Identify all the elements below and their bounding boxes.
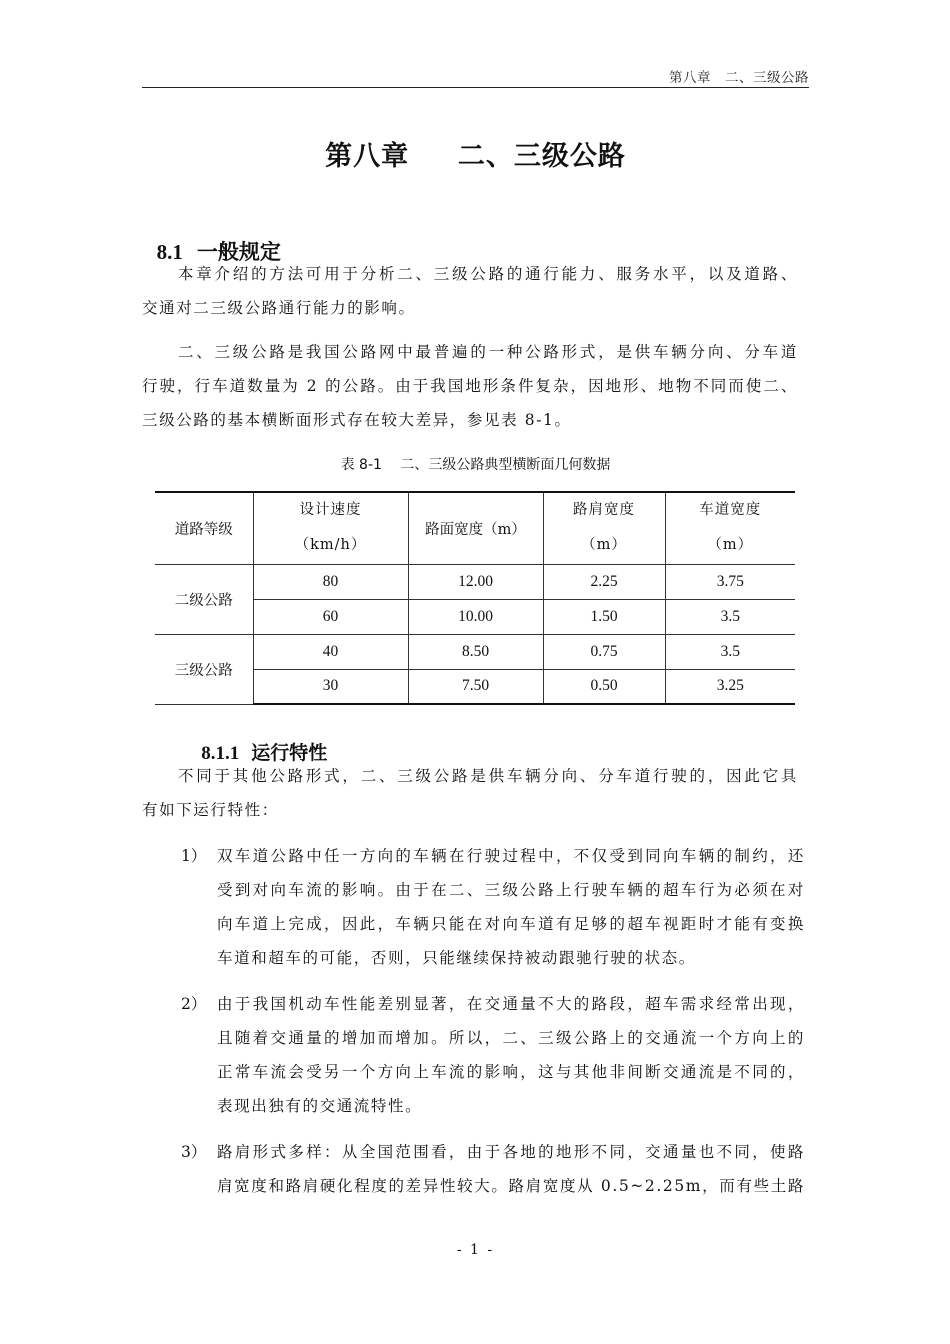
header-speed-unit: （km/h）: [294, 537, 367, 554]
shoulder-cell: 2.25: [543, 564, 665, 599]
list-item-line: 车道和超车的可能，否则，只能继续保持被动跟驰行驶的状态。: [217, 949, 696, 967]
table-header-row: [155, 492, 795, 564]
list-item-line: 双车道公路中任一方向的车辆在行驶过程中，不仅受到同向车辆的制约，还: [217, 847, 805, 865]
list-item-line: 表现出独有的交通流特性。: [217, 1097, 423, 1115]
shoulder-cell: 0.75: [543, 634, 665, 669]
paragraph-line: 有如下运行特性：: [142, 801, 279, 819]
surface-cell: 12.00: [408, 564, 543, 599]
subsection-number: 8.1.1: [201, 743, 240, 764]
paragraph-line: 三级公路的基本横断面形式存在较大差异，参见表 8-1。: [142, 411, 572, 429]
section-title: 一般规定: [196, 240, 281, 264]
header-shoulder-line: 路肩宽度: [573, 502, 635, 519]
shoulder-cell: 0.50: [543, 669, 665, 704]
running-header: 第八章 二、三级公路: [669, 70, 809, 86]
paragraph-line: 交通对二三级公路通行能力的影响。: [142, 299, 416, 317]
header-lane-line: 车道宽度: [699, 502, 762, 519]
header-speed: [253, 492, 408, 564]
grade-cell: 二级公路: [155, 564, 253, 634]
list-item-line: 向车道上完成，因此，车辆只能在对向车道有足够的超车视距时才能有变换: [217, 915, 805, 933]
speed-cell: 60: [253, 599, 408, 634]
chapter-title: 第八章 二、三级公路: [325, 141, 626, 172]
header-speed-line: 设计速度: [299, 502, 362, 519]
section-heading-8-1: [142, 212, 281, 266]
list-item-number: 3）: [181, 1143, 207, 1161]
header-rule: [142, 87, 809, 88]
speed-cell: 80: [253, 564, 408, 599]
list-item-line: 由于我国机动车性能差别显著，在交通量不大的路段，超车需求经常出现，: [217, 995, 805, 1013]
lane-cell: 3.5: [665, 599, 795, 634]
section-heading-8-1-1: [188, 716, 327, 765]
paragraph-line: 本章介绍的方法可用于分析二、三级公路的通行能力、服务水平，以及道路、: [178, 265, 798, 283]
section-number: 8.1: [156, 240, 183, 264]
surface-cell: 8.50: [408, 634, 543, 669]
list-item-line: 肩宽度和路肩硬化程度的差异性较大。路肩宽度从 0.5~2.25m，而有些土路: [217, 1177, 805, 1195]
lane-cell: 3.75: [665, 564, 795, 599]
list-item-number: 1）: [181, 847, 207, 865]
paragraph-line: 行驶，行车道数量为 2 的公路。由于我国地形条件复杂，因地形、地物不同而使二、: [142, 377, 798, 395]
geometry-table: [155, 491, 795, 705]
speed-cell: 30: [253, 669, 408, 704]
shoulder-cell: 1.50: [543, 599, 665, 634]
speed-cell: 40: [253, 634, 408, 669]
list-item-number: 2）: [181, 995, 207, 1013]
header-grade: 道路等级: [155, 492, 253, 564]
paragraph-line: 不同于其他公路形式，二、三级公路是供车辆分向、分车道行驶的，因此它具: [178, 767, 798, 785]
surface-cell: 10.00: [408, 599, 543, 634]
header-lane: [665, 492, 795, 564]
list-item-line: 正常车流会受另一个方向上车流的影响，这与其他非间断交通流是不同的，: [217, 1063, 805, 1081]
lane-cell: 3.25: [665, 669, 795, 704]
paragraph-line: 二、三级公路是我国公路网中最普遍的一种公路形式，是供车辆分向、分车道: [178, 343, 798, 361]
header-surface: 路面宽度（m）: [408, 492, 543, 564]
table-row: [155, 634, 795, 669]
grade-cell: 三级公路: [155, 634, 253, 704]
surface-cell: 7.50: [408, 669, 543, 704]
page-number: - 1 -: [456, 1242, 495, 1258]
table-row: [155, 564, 795, 599]
lane-cell: 3.5: [665, 634, 795, 669]
header-shoulder-unit: （m）: [581, 537, 627, 554]
list-item-line: 路肩形式多样：从全国范围看，由于各地的地形不同，交通量也不同，使路: [217, 1143, 805, 1161]
subsection-title: 运行特性: [251, 742, 328, 764]
list-item-line: 受到对向车流的影响。由于在二、三级公路上行驶车辆的超车行为必须在对: [217, 881, 805, 899]
header-shoulder: [543, 492, 665, 564]
list-item-line: 且随着交通量的增加而增加。所以，二、三级公路上的交通流一个方向上的: [217, 1029, 805, 1047]
header-lane-unit: （m）: [707, 537, 754, 554]
table-caption: 表 8-1 二、三级公路典型横断面几何数据: [340, 457, 611, 473]
